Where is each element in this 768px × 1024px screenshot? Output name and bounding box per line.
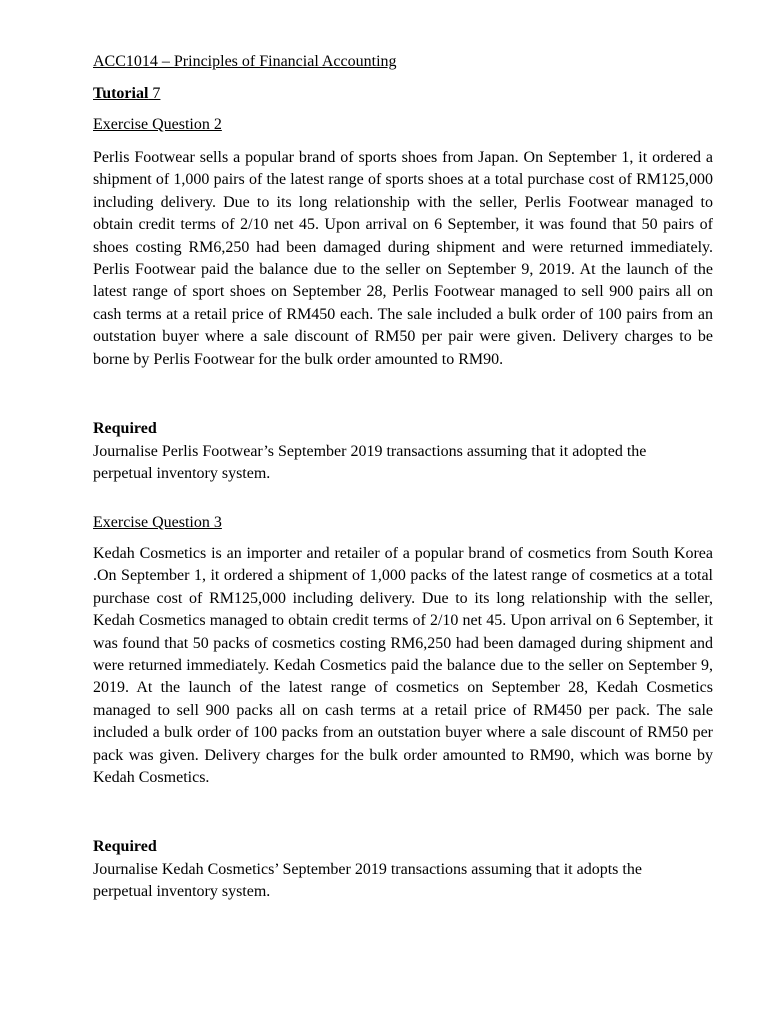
question-3-required-label: Required [93,838,157,855]
course-title: ACC1014 – Principles of Financial Accounting [93,53,397,70]
question-2-body: Perlis Footwear sells a popular brand of sports shoes from Japan. On September 1, it ordered a shipment of 1,000 pairs of the latest range of sports shoes at a total purchase cost of RM125,000 including delivery. Due to its long relationship with the seller, Perlis Footwear managed to obtain credit terms of 2/10 net 45. Upon arrival on 6 September, it was found that 50 pairs of shoes costing RM6,250 had been damaged during shipment and were returned immediately. Perlis Footwear paid the balance due to the seller on September 9, 2019. At the launch of the latest range of sport shoes on September 28, Perlis Footwear managed to sell 900 pairs all on cash terms at a retail price of RM450 each. The sale included a bulk order of 100 pairs from an outstation buyer where a sale discount of RM50 per pair were given. Delivery charges to be borne by Perlis Footwear for the bulk order amounted to RM90. [93,149,713,368]
tutorial-heading [93,85,160,103]
question-2-required-text: Journalise Perlis Footwear’s September 2019 transactions assuming that it adopted the perpetual inventory system. [93,442,647,483]
question-3-required-text: Journalise Kedah Cosmetics’ September 2019 transactions assuming that it adopts the perpetual inventory system. [93,860,642,901]
question-3-required [93,836,713,904]
tutorial-number: 7 [148,85,161,102]
question-3-title: Exercise Question 3 [93,514,222,531]
question-3-body: Kedah Cosmetics is an importer and retailer of a popular brand of cosmetics from South Korea .On September 1, it ordered a shipment of 1,000 packs of the latest range of cosmetics at a total purchase cost of RM125,000 including delivery. Due to its long relationship with the seller, Kedah Cosmetics managed to obtain credit terms of 2/10 net 45. Upon arrival on 6 September, it was found that 50 packs of cosmetics costing RM6,250 had been damaged during shipment and were returned immediately. Kedah Cosmetics paid the balance due to the seller on September 9, 2019. At the launch of the latest range of cosmetics on September 28, Kedah Cosmetics managed to sell 900 packs all on cash terms at a retail price of RM450 per pack. The sale included a bulk order of 100 packs from an outstation buyer where a sale discount of RM50 per pack was given. Delivery charges for the bulk order amounted to RM90, which was borne by Kedah Cosmetics. [93,545,713,787]
question-2-required [93,418,713,486]
tutorial-word: Tutorial [93,85,149,102]
question-2-title: Exercise Question 2 [93,116,222,133]
question-2-required-label: Required [93,420,157,437]
